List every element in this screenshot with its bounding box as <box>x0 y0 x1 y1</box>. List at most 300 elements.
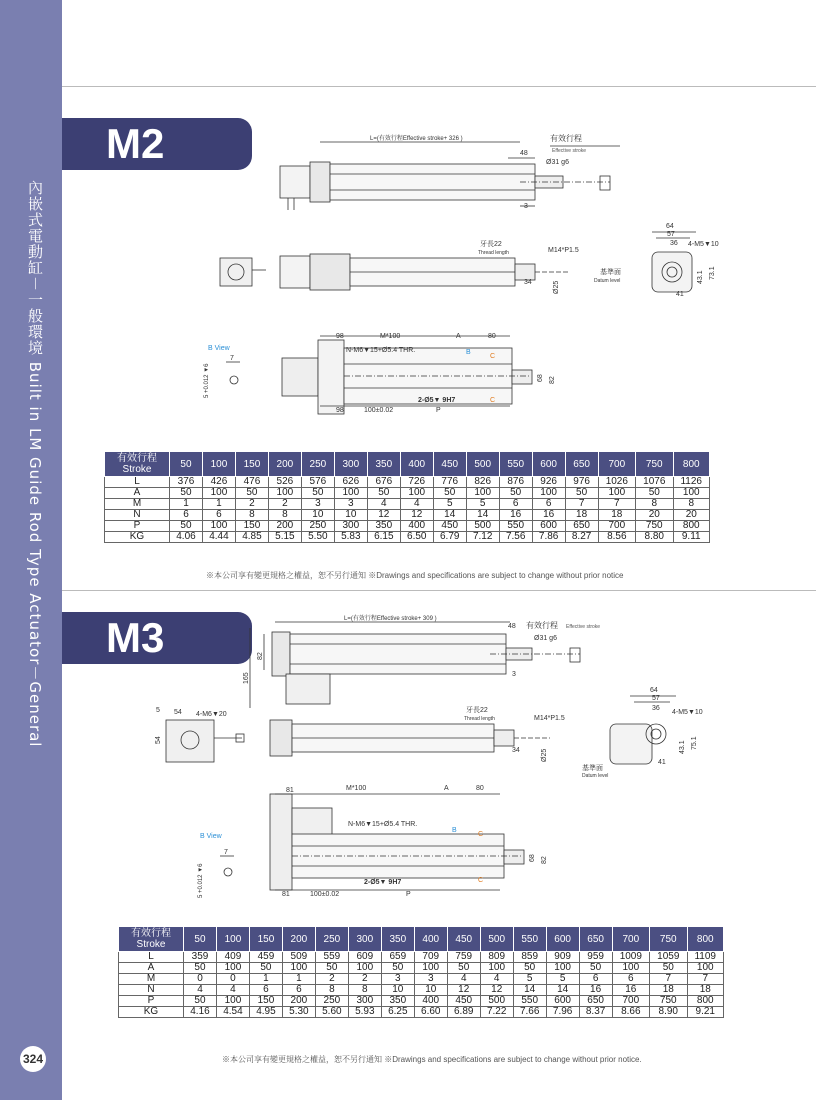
table-cell: 100 <box>268 488 301 499</box>
table-cell: 8.80 <box>636 532 673 543</box>
m3-m5: 4-M5▼10 <box>672 709 703 716</box>
m3-c-mark-top: C <box>478 831 484 838</box>
table-cell: 7 <box>687 974 724 985</box>
table-cell: 476 <box>235 477 268 488</box>
m3-dim-82v: 82 <box>257 652 264 660</box>
m3-dim-48: 48 <box>508 623 516 630</box>
m2-dim-68: 68 <box>537 374 544 382</box>
table-cell: 50 <box>170 521 203 532</box>
m2-b-view-label: B View <box>208 345 230 352</box>
table-row <box>119 963 724 974</box>
m2-dim-3: 3 <box>524 203 528 210</box>
table-cell: 100 <box>546 963 579 974</box>
m3-spec-table <box>118 926 724 1018</box>
m3-dim-54: 54 <box>174 709 182 716</box>
table-cell: 1009 <box>612 952 649 963</box>
table-cell: 750 <box>650 996 687 1007</box>
table-cell: 7 <box>598 499 635 510</box>
table-row <box>119 1007 724 1018</box>
m3-technical-drawing <box>130 608 730 908</box>
table-cell: 709 <box>414 952 447 963</box>
m2-dia-25: Ø25 <box>553 280 560 294</box>
table-cell: 5 <box>466 499 499 510</box>
m3-dim-68: 68 <box>529 854 536 862</box>
table-cell: 6.89 <box>447 1007 480 1018</box>
stroke-col: 600 <box>546 927 579 952</box>
m3-m100: M*100 <box>346 785 367 792</box>
table-cell: 8 <box>673 499 710 510</box>
m2-datum-cn: 基準面 <box>600 269 621 276</box>
table-cell: 100 <box>202 488 235 499</box>
row-label: KG <box>119 1007 184 1018</box>
m2-dia-31: Ø31 g6 <box>546 159 569 166</box>
m3-top-view <box>250 622 580 708</box>
table-cell: 2 <box>235 499 268 510</box>
table-cell: 16 <box>499 510 532 521</box>
table-cell: 1 <box>249 974 282 985</box>
stroke-col: 650 <box>579 927 612 952</box>
table-cell: 14 <box>433 510 466 521</box>
table-cell: 150 <box>235 521 268 532</box>
table-cell: 150 <box>249 996 282 1007</box>
m3-length-formula: L=(有效行程Effective stroke+ 309 ) <box>344 616 437 622</box>
table-cell: 350 <box>381 996 414 1007</box>
table-cell: 700 <box>598 521 635 532</box>
table-cell: 250 <box>315 996 348 1007</box>
stroke-col: 50 <box>184 927 217 952</box>
table-cell: 3 <box>381 974 414 985</box>
table-cell: 50 <box>249 963 282 974</box>
stroke-col: 250 <box>301 452 334 477</box>
table-cell: 1109 <box>687 952 724 963</box>
table-cell: 6.60 <box>414 1007 447 1018</box>
table-cell: 4 <box>480 974 513 985</box>
model-title-m2: M2 <box>62 118 252 170</box>
m3-dim-165: 165 <box>243 672 250 684</box>
m2-dim-48: 48 <box>520 150 528 157</box>
table-cell: 526 <box>268 477 301 488</box>
table-cell: 8 <box>235 510 268 521</box>
sidebar-title: 內嵌式電動缸－一般環境 Built in LM Guide Rod Type Actuator－General <box>26 180 44 748</box>
table-cell: 8 <box>348 985 381 996</box>
table-cell: 2 <box>315 974 348 985</box>
table-cell: 100 <box>480 963 513 974</box>
stroke-col: 800 <box>687 927 724 952</box>
table-cell: 6 <box>282 985 315 996</box>
table-cell: 800 <box>673 521 710 532</box>
row-label: KG <box>105 532 170 543</box>
table-cell: 50 <box>170 488 203 499</box>
stroke-col: 150 <box>249 927 282 952</box>
table-cell: 50 <box>301 488 334 499</box>
table-cell: 5.50 <box>301 532 334 543</box>
stroke-header-cn: 有效行程 <box>131 928 171 939</box>
table-cell: 3 <box>414 974 447 985</box>
table-cell: 459 <box>249 952 282 963</box>
table-cell: 8.66 <box>612 1007 649 1018</box>
m2-table-body <box>105 477 710 543</box>
stroke-col: 200 <box>282 927 315 952</box>
m2-b-mark: B <box>466 349 471 356</box>
table-cell: 12 <box>480 985 513 996</box>
table-cell: 5.93 <box>348 1007 381 1018</box>
table-cell: 9.11 <box>673 532 710 543</box>
m2-a: A <box>456 333 461 340</box>
table-cell: 18 <box>650 985 687 996</box>
table-cell: 100 <box>414 963 447 974</box>
m2-m14: M14*P1.5 <box>548 247 579 254</box>
table-cell: 7.66 <box>513 1007 546 1018</box>
stroke-col: 200 <box>268 452 301 477</box>
table-cell: 100 <box>598 488 635 499</box>
row-label: L <box>119 952 184 963</box>
table-cell: 50 <box>184 963 217 974</box>
table-cell: 1 <box>202 499 235 510</box>
stroke-col: 250 <box>315 927 348 952</box>
m3-pin: 2-Ø5▼ 9H7 <box>364 879 402 886</box>
table-cell: 8.56 <box>598 532 635 543</box>
table-cell: 500 <box>466 521 499 532</box>
table-cell: 6.50 <box>400 532 433 543</box>
stroke-header <box>119 927 184 952</box>
m3-effective-stroke-en: Effective stroke <box>566 624 601 630</box>
table-cell: 4.06 <box>170 532 203 543</box>
table-cell: 6 <box>612 974 649 985</box>
stroke-col: 500 <box>466 452 499 477</box>
table-cell: 9.21 <box>687 1007 724 1018</box>
m3-dim-3: 3 <box>512 671 516 678</box>
m3-dim-64: 64 <box>650 687 658 694</box>
stroke-header-en: Stroke <box>136 939 166 950</box>
m3-dim-75: 75.1 <box>691 736 698 750</box>
stroke-header-en: Stroke <box>122 464 152 475</box>
table-cell: 100 <box>532 488 565 499</box>
table-cell: 250 <box>301 521 334 532</box>
m2-c-mark-top: C <box>490 353 496 360</box>
m3-dim-43: 43.1 <box>679 740 686 754</box>
row-label: M <box>119 974 184 985</box>
table-cell: 100 <box>282 963 315 974</box>
m2-length-formula: L=(有效行程Effective stroke+ 326 ) <box>370 136 463 142</box>
stroke-col: 700 <box>598 452 635 477</box>
table-cell: 500 <box>480 996 513 1007</box>
table-row <box>105 488 710 499</box>
m2-effective-stroke-en: Effective stroke <box>552 148 587 154</box>
table-cell: 5 <box>433 499 466 510</box>
table-cell: 50 <box>447 963 480 974</box>
table-cell: 8 <box>315 985 348 996</box>
table-cell: 14 <box>466 510 499 521</box>
table-row <box>119 974 724 985</box>
table-cell: 18 <box>565 510 598 521</box>
table-header-row <box>119 927 724 952</box>
m3-table-body <box>119 952 724 1018</box>
table-cell: 976 <box>565 477 598 488</box>
table-cell: 10 <box>301 510 334 521</box>
m2-dim-100: 100±0.02 <box>364 407 394 414</box>
m2-p: P <box>436 407 441 414</box>
table-cell: 909 <box>546 952 579 963</box>
table-cell: 1026 <box>598 477 635 488</box>
m3-m14: M14*P1.5 <box>534 715 565 722</box>
table-cell: 750 <box>636 521 673 532</box>
table-cell: 859 <box>513 952 546 963</box>
table-cell: 4 <box>216 985 249 996</box>
m3-dia-25: Ø25 <box>541 748 548 762</box>
table-cell: 14 <box>513 985 546 996</box>
table-row <box>119 996 724 1007</box>
m2-spec-table <box>104 451 710 543</box>
row-label: L <box>105 477 170 488</box>
stroke-col: 550 <box>513 927 546 952</box>
section-divider <box>62 590 816 591</box>
table-row <box>119 985 724 996</box>
m3-b-view-label: B View <box>200 833 222 840</box>
table-cell: 550 <box>513 996 546 1007</box>
m2-datum-en: Datum level <box>594 278 621 284</box>
row-label: P <box>119 996 184 1007</box>
m3-n-m6: N-M6▼15+Ø5.4 THR. <box>348 821 418 828</box>
stroke-col: 550 <box>499 452 532 477</box>
table-cell: 1076 <box>636 477 673 488</box>
table-cell: 4 <box>447 974 480 985</box>
table-cell: 16 <box>532 510 565 521</box>
m3-motor-end-view <box>166 720 244 762</box>
table-cell: 10 <box>414 985 447 996</box>
table-cell: 5 <box>513 974 546 985</box>
m2-dim-73: 73.1 <box>709 266 716 280</box>
m3-dim-41: 41 <box>658 759 666 766</box>
table-cell: 876 <box>499 477 532 488</box>
m3-a: A <box>444 785 449 792</box>
m3-dim-5: 5 <box>156 707 160 714</box>
table-cell: 809 <box>480 952 513 963</box>
table-row <box>119 952 724 963</box>
m3-thread-en: Thread length <box>464 716 495 722</box>
table-cell: 18 <box>687 985 724 996</box>
stroke-col: 500 <box>480 927 513 952</box>
table-cell: 5.30 <box>282 1007 315 1018</box>
m2-dim-57: 57 <box>667 231 675 238</box>
m3-end-view <box>610 696 676 764</box>
stroke-col: 400 <box>414 927 447 952</box>
table-cell: 6 <box>579 974 612 985</box>
stroke-col: 400 <box>400 452 433 477</box>
table-cell: 100 <box>216 963 249 974</box>
table-cell: 7 <box>565 499 598 510</box>
table-cell: 3 <box>301 499 334 510</box>
stroke-col: 650 <box>565 452 598 477</box>
m2-m5: 4-M5▼10 <box>688 241 719 248</box>
table-cell: 50 <box>433 488 466 499</box>
table-cell: 50 <box>315 963 348 974</box>
row-label: A <box>105 488 170 499</box>
table-cell: 200 <box>268 521 301 532</box>
table-cell: 6 <box>170 510 203 521</box>
table-cell: 50 <box>381 963 414 974</box>
table-cell: 659 <box>381 952 414 963</box>
table-cell: 4.44 <box>202 532 235 543</box>
table-cell: 3 <box>334 499 367 510</box>
table-cell: 7.12 <box>466 532 499 543</box>
stroke-col: 700 <box>612 927 649 952</box>
stroke-col: 750 <box>650 927 687 952</box>
stroke-header <box>105 452 170 477</box>
m3-b-mark: B <box>452 827 457 834</box>
table-cell: 350 <box>367 521 400 532</box>
m3-dim-81b: 81 <box>282 891 290 898</box>
table-cell: 8.37 <box>579 1007 612 1018</box>
m3-sq36: 36 <box>652 705 660 712</box>
table-cell: 8.90 <box>650 1007 687 1018</box>
row-label: A <box>119 963 184 974</box>
table-cell: 300 <box>348 996 381 1007</box>
m3-dim-80: 80 <box>476 785 484 792</box>
m3-m6-20: 4-M6▼20 <box>196 711 227 718</box>
m3-dim-57: 57 <box>652 695 660 702</box>
table-cell: 50 <box>235 488 268 499</box>
m3-dim-34: 34 <box>512 747 520 754</box>
table-cell: 100 <box>466 488 499 499</box>
table-cell: 2 <box>348 974 381 985</box>
stroke-header-cn: 有效行程 <box>117 453 157 464</box>
table-cell: 300 <box>334 521 367 532</box>
stroke-col: 300 <box>348 927 381 952</box>
table-cell: 7 <box>650 974 687 985</box>
table-cell: 426 <box>202 477 235 488</box>
model-title-m3: M3 <box>62 612 252 664</box>
row-label: N <box>119 985 184 996</box>
table-cell: 7.56 <box>499 532 532 543</box>
m3-dim-100: 100±0.02 <box>310 891 340 898</box>
table-cell: 676 <box>367 477 400 488</box>
stroke-col: 450 <box>433 452 466 477</box>
row-label: P <box>105 521 170 532</box>
table-cell: 100 <box>400 488 433 499</box>
m2-thread-en: Thread length <box>478 250 509 256</box>
table-cell: 4.95 <box>249 1007 282 1018</box>
table-cell: 100 <box>687 963 724 974</box>
stroke-col: 50 <box>170 452 203 477</box>
table-cell: 16 <box>612 985 649 996</box>
table-cell: 0 <box>184 974 217 985</box>
table-cell: 10 <box>381 985 414 996</box>
table-cell: 826 <box>466 477 499 488</box>
table-cell: 359 <box>184 952 217 963</box>
table-cell: 559 <box>315 952 348 963</box>
table-cell: 800 <box>687 996 724 1007</box>
table-cell: 6.79 <box>433 532 466 543</box>
table-cell: 650 <box>565 521 598 532</box>
table-cell: 759 <box>447 952 480 963</box>
m2-dim-98a: 98 <box>336 333 344 340</box>
m3-note: ※本公司享有變更規格之權益，恕不另行通知 ※Drawings and specifications are subject to change without prior notice. <box>222 1055 642 1064</box>
table-cell: 400 <box>400 521 433 532</box>
table-cell: 400 <box>414 996 447 1007</box>
table-cell: 5.60 <box>315 1007 348 1018</box>
table-row <box>105 477 710 488</box>
table-cell: 20 <box>636 510 673 521</box>
table-cell: 4 <box>184 985 217 996</box>
table-cell: 959 <box>579 952 612 963</box>
m2-dim-64: 64 <box>666 223 674 230</box>
table-cell: 726 <box>400 477 433 488</box>
table-cell: 10 <box>334 510 367 521</box>
table-row <box>105 510 710 521</box>
table-cell: 4.16 <box>184 1007 217 1018</box>
table-cell: 6 <box>532 499 565 510</box>
table-cell: 1 <box>170 499 203 510</box>
m3-dim-54v: 54 <box>155 736 162 744</box>
table-cell: 6 <box>202 510 235 521</box>
m2-side-view <box>220 254 570 290</box>
stroke-col: 350 <box>381 927 414 952</box>
sidebar <box>0 0 62 1100</box>
m2-effective-stroke-cn: 有效行程 <box>550 134 582 143</box>
m3-dim-82: 82 <box>541 856 548 864</box>
table-cell: 4 <box>367 499 400 510</box>
table-cell: 50 <box>650 963 687 974</box>
table-cell: 100 <box>202 521 235 532</box>
table-cell: 6.25 <box>381 1007 414 1018</box>
table-cell: 5.15 <box>268 532 301 543</box>
table-cell: 12 <box>367 510 400 521</box>
m2-n-m6: N-M6▼15+Ø5.4 THR. <box>346 347 416 354</box>
m2-pin: 2-Ø5▼ 9H7 <box>418 397 456 404</box>
table-header-row <box>105 452 710 477</box>
m3-side-view <box>270 720 550 756</box>
table-cell: 100 <box>612 963 649 974</box>
table-cell: 450 <box>447 996 480 1007</box>
m3-c-mark-bottom: C <box>478 877 484 884</box>
m3-dia-31: Ø31 g6 <box>534 635 557 642</box>
table-cell: 550 <box>499 521 532 532</box>
row-label: M <box>105 499 170 510</box>
m3-thread-cn: 牙長22 <box>466 707 488 714</box>
m3-bottom-view <box>270 794 524 890</box>
table-cell: 609 <box>348 952 381 963</box>
stroke-col: 300 <box>334 452 367 477</box>
m2-dim-7: 7 <box>230 355 234 362</box>
table-cell: 776 <box>433 477 466 488</box>
m3-tolerance: 5 +0.012 ▼6 <box>198 863 204 898</box>
table-cell: 50 <box>184 996 217 1007</box>
table-cell: 18 <box>598 510 635 521</box>
m2-dim-34: 34 <box>524 279 532 286</box>
table-cell: 50 <box>513 963 546 974</box>
table-cell: 200 <box>282 996 315 1007</box>
table-cell: 100 <box>673 488 710 499</box>
m3-datum-en: Datum level <box>582 773 609 779</box>
row-label: N <box>105 510 170 521</box>
stroke-col: 150 <box>235 452 268 477</box>
table-cell: 450 <box>433 521 466 532</box>
m2-dim-41: 41 <box>676 291 684 298</box>
m2-dim-98b: 98 <box>336 407 344 414</box>
m3-dim-81a: 81 <box>286 787 294 794</box>
m2-tolerance: 5 +0.012 ▼6 <box>204 363 210 398</box>
table-cell: 626 <box>334 477 367 488</box>
table-cell: 7.86 <box>532 532 565 543</box>
stroke-col: 100 <box>216 927 249 952</box>
table-cell: 6 <box>249 985 282 996</box>
table-cell: 50 <box>367 488 400 499</box>
table-cell: 6.15 <box>367 532 400 543</box>
table-cell: 7.22 <box>480 1007 513 1018</box>
table-cell: 926 <box>532 477 565 488</box>
table-row <box>105 532 710 543</box>
m2-sq36: 36 <box>670 240 678 247</box>
